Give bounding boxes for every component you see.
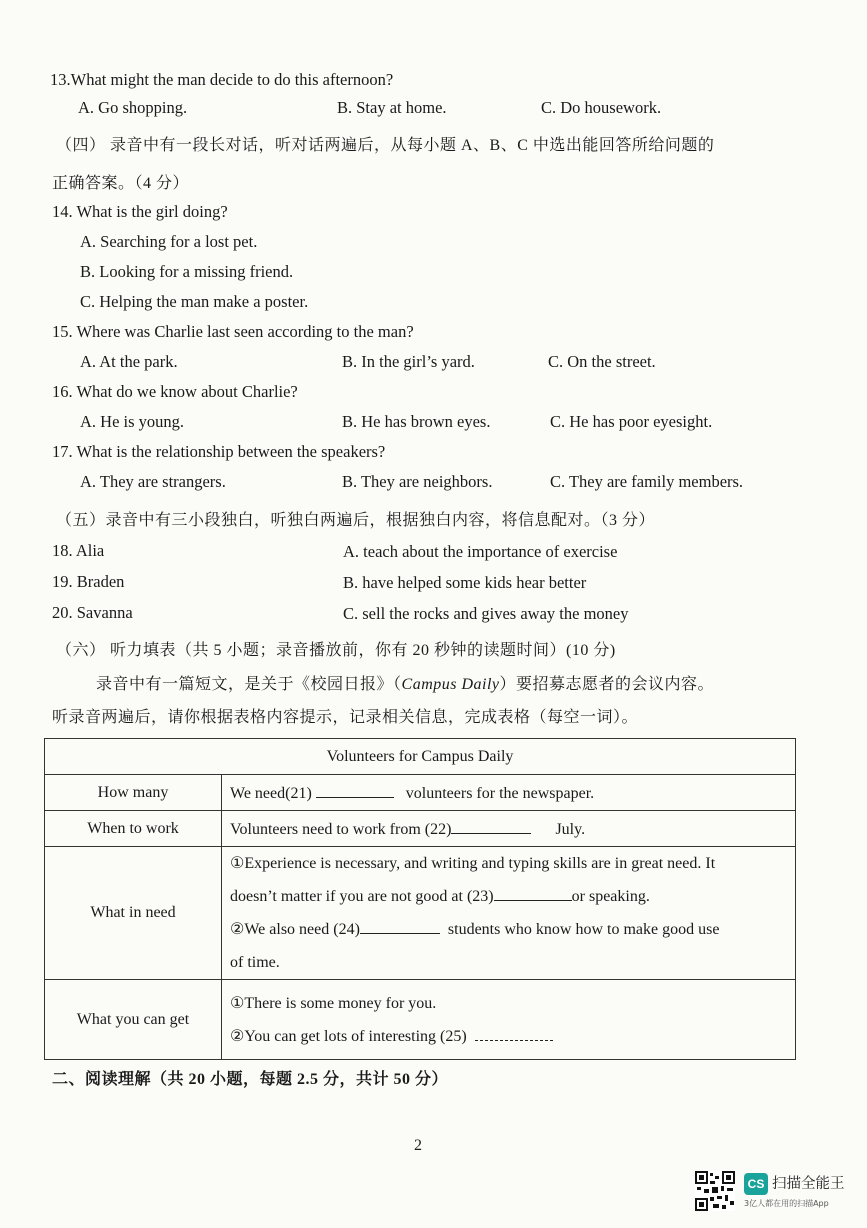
row-content-when-to-work	[222, 811, 796, 847]
section-4-heading-line1: （四） 录音中有一段长对话，听对话两遍后，从每小题 A、B、C 中选出能回答所给问题的	[56, 137, 715, 154]
row-label-when-to-work: When to work	[45, 811, 222, 847]
qr-code-icon	[695, 1171, 735, 1211]
match-option-b: B. have helped some kids hear better	[343, 573, 587, 592]
match-name-18: 18. Alia	[52, 541, 105, 560]
row-label-what-you-can-get: What you can get	[45, 980, 222, 1060]
blank-24-suffix: students who know how to make good use	[447, 921, 720, 938]
blank-24-prefix: ②We also need (24)	[230, 921, 360, 938]
table-row	[45, 775, 796, 811]
blank-21-suffix: volunteers for the newspaper.	[405, 784, 595, 802]
table-row	[45, 847, 796, 980]
q16-option-c: C. He has poor eyesight.	[550, 412, 713, 431]
q13-option-c: C. Do housework.	[541, 98, 662, 117]
part-2-heading: 二、阅读理解（共 20 小题，每题 2.5 分，共计 50 分）	[52, 1071, 449, 1088]
table-row	[45, 980, 796, 1060]
q14-option-b: B. Looking for a missing friend.	[80, 262, 294, 281]
question-13-stem: 13.What might the man decide to do this afternoon?	[50, 70, 394, 89]
q14-option-c: C. Helping the man make a poster.	[80, 292, 309, 311]
blank-21-prefix: We need(21)	[230, 784, 312, 802]
q17-option-a: A. They are strangers.	[80, 472, 226, 491]
section-4-heading-line2: 正确答案。（4 分）	[52, 175, 190, 192]
scanner-app-name: 扫描全能王	[772, 1176, 845, 1192]
need-line-2	[230, 880, 787, 913]
match-option-a: A. teach about the importance of exercise	[343, 542, 618, 561]
volunteer-form-table	[44, 738, 796, 1060]
blank-22[interactable]	[451, 819, 531, 834]
match-name-20: 20. Savanna	[52, 603, 133, 622]
table-row	[45, 811, 796, 847]
q15-option-b: B. In the girl’s yard.	[342, 352, 475, 371]
need-line-3	[230, 913, 787, 946]
section-6-heading: （六） 听力填表（共 5 小题；录音播放前，你有 20 秒钟的读题时间）(10 分)	[56, 642, 616, 659]
need-line-1: ①Experience is necessary, and writing and typing skills are in great need. It	[230, 855, 716, 872]
section-6-intro	[96, 675, 714, 695]
need-line-4: of time.	[230, 954, 280, 971]
question-16-stem: 16. What do we know about Charlie?	[52, 382, 298, 401]
q17-option-b: B. They are neighbors.	[342, 472, 493, 491]
blank-24[interactable]	[360, 919, 440, 934]
q16-option-a: A. He is young.	[80, 412, 185, 431]
camscanner-logo: CS	[744, 1173, 768, 1195]
section-6-intro-pre: 录音中有一篇短文，是关于《校园日报》（	[96, 676, 402, 693]
blank-23-suffix: or speaking.	[571, 888, 650, 905]
section-6-intro-2: 听录音两遍后，请你根据表格内容提示，记录相关信息，完成表格（每空一词）。	[52, 709, 639, 726]
q15-option-c: C. On the street.	[548, 352, 656, 371]
blank-22-suffix: July.	[555, 820, 586, 838]
question-17-stem: 17. What is the relationship between the speakers?	[52, 442, 386, 461]
row-label-what-in-need: What in need	[45, 847, 222, 980]
table-title: Volunteers for Campus Daily	[45, 739, 796, 775]
table-title-row	[45, 739, 796, 775]
page-number: 2	[414, 1137, 422, 1154]
q16-option-b: B. He has brown eyes.	[342, 412, 491, 431]
blank-21[interactable]	[316, 783, 394, 798]
row-content-how-many	[222, 775, 796, 811]
row-label-how-many: How many	[45, 775, 222, 811]
blank-25[interactable]	[475, 1026, 553, 1041]
blank-23[interactable]	[494, 886, 572, 901]
q13-option-a: A. Go shopping.	[78, 98, 188, 117]
get-line-1: ①There is some money for you.	[230, 994, 437, 1012]
scanner-app-tagline: 3亿人都在用的扫描App	[744, 1199, 829, 1208]
blank-23-prefix: doesn’t matter if you are not good at (23)	[230, 888, 494, 905]
question-14-stem: 14. What is the girl doing?	[52, 202, 228, 221]
section-5-heading: （五）录音中有三小段独白，听独白两遍后，根据独白内容，将信息配对。（3 分）	[56, 512, 656, 529]
row-content-what-you-can-get	[222, 980, 796, 1060]
q17-option-c: C. They are family members.	[550, 472, 744, 491]
section-6-intro-em: Campus Daily	[401, 676, 500, 693]
get-line-2	[230, 1020, 787, 1053]
q15-option-a: A. At the park.	[80, 352, 178, 371]
q13-option-b: B. Stay at home.	[337, 98, 447, 117]
q14-option-a: A. Searching for a lost pet.	[80, 232, 258, 251]
blank-25-prefix: ②You can get lots of interesting (25)	[230, 1027, 467, 1045]
blank-22-prefix: Volunteers need to work from (22)	[230, 820, 452, 838]
match-option-c: C. sell the rocks and gives away the money	[343, 604, 629, 623]
section-6-intro-post: ）要招募志愿者的会议内容。	[499, 676, 715, 693]
question-15-stem: 15. Where was Charlie last seen according to the man?	[52, 322, 414, 341]
match-name-19: 19. Braden	[52, 572, 125, 591]
row-content-what-in-need	[222, 847, 796, 980]
